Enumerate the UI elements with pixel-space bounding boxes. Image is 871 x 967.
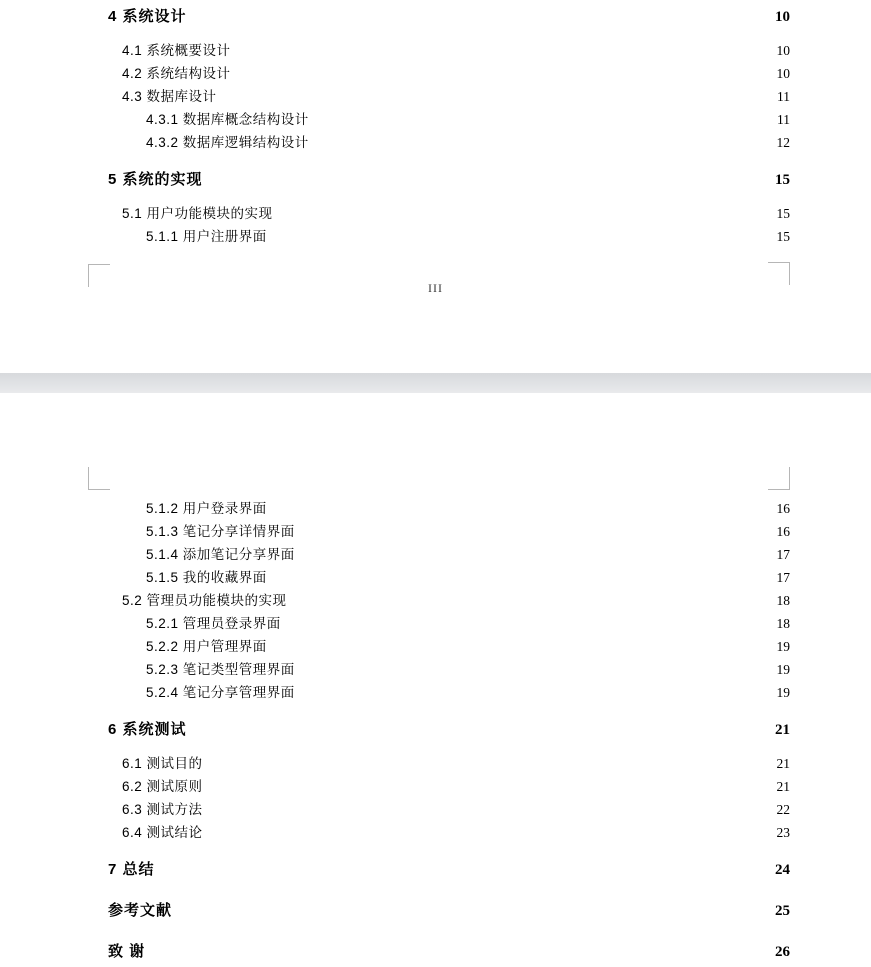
- toc-entry-level-3[interactable]: [146, 612, 790, 635]
- toc-entry-title: 7 总结: [108, 861, 155, 878]
- toc-entry-title: 5.1.5 我的收藏界面: [146, 570, 267, 585]
- toc-entry-level-2[interactable]: [122, 202, 790, 225]
- toc-entry-page-number: 21: [776, 779, 790, 794]
- toc-entry-level-1[interactable]: [108, 165, 790, 195]
- toc-entry-level-3[interactable]: [146, 543, 790, 566]
- toc-entry-page-number: 24: [775, 862, 790, 878]
- page-break-separator: [0, 373, 871, 393]
- toc-entry-page-number: 19: [776, 662, 790, 677]
- toc-entry-level-3[interactable]: [146, 520, 790, 543]
- toc-spacer: [108, 704, 790, 715]
- toc-entry-page-number: 15: [775, 172, 790, 188]
- toc-spacer: [108, 926, 790, 937]
- toc-entry-level-3[interactable]: [146, 658, 790, 681]
- toc-entry-title: 5.2.2 用户管理界面: [146, 639, 267, 654]
- toc-entry-page-number: 18: [776, 616, 790, 631]
- toc-entry-page-number: 21: [775, 722, 790, 738]
- toc-entry-page-number: 21: [776, 756, 790, 771]
- toc-entry-level-3[interactable]: [146, 108, 790, 131]
- toc-entry-page-number: 11: [777, 112, 790, 127]
- toc-spacer: [108, 844, 790, 855]
- crop-mark-top-right: [768, 467, 790, 489]
- toc-entry-page-number: 17: [776, 570, 790, 585]
- toc-entry-title: 4.3 数据库设计: [122, 89, 217, 104]
- toc-entry-page-number: 26: [775, 944, 790, 960]
- toc-entry-title: 5.1.2 用户登录界面: [146, 501, 267, 516]
- toc-entry-level-1[interactable]: [108, 896, 790, 926]
- toc-entry-title: 5.2 管理员功能模块的实现: [122, 593, 287, 608]
- toc-entry-level-1[interactable]: [108, 937, 790, 967]
- toc-entry-title: 4.2 系统结构设计: [122, 66, 231, 81]
- toc-entry-level-3[interactable]: [146, 131, 790, 154]
- toc-entry-title: 5 系统的实现: [108, 171, 203, 188]
- page-folio-number: III: [428, 281, 443, 295]
- toc-entry-level-2[interactable]: [122, 62, 790, 85]
- toc-entry-page-number: 11: [777, 89, 790, 104]
- toc-entry-title: 5.1.3 笔记分享详情界面: [146, 524, 295, 539]
- toc-entry-page-number: 19: [776, 685, 790, 700]
- toc-entry-title: 6.2 测试原则: [122, 779, 203, 794]
- toc-spacer: [108, 885, 790, 896]
- toc-entry-page-number: 15: [776, 229, 790, 244]
- toc-entry-level-2[interactable]: [122, 821, 790, 844]
- toc-entry-title: 5.2.4 笔记分享管理界面: [146, 685, 295, 700]
- toc-entry-page-number: 12: [776, 135, 790, 150]
- crop-mark-top-left: [88, 467, 110, 489]
- toc-entry-title: 4.1 系统概要设计: [122, 43, 231, 58]
- toc-entry-level-3[interactable]: [146, 635, 790, 658]
- toc-entry-page-number: 17: [776, 547, 790, 562]
- toc-entry-title: 5.1.1 用户注册界面: [146, 229, 267, 244]
- toc-entry-page-number: 25: [775, 903, 790, 919]
- toc-entry-title: 4.3.2 数据库逻辑结构设计: [146, 135, 309, 150]
- toc-entry-title: 4 系统设计: [108, 8, 187, 25]
- toc-entry-level-3[interactable]: [146, 225, 790, 248]
- toc-entry-title: 6.1 测试目的: [122, 756, 203, 771]
- toc-spacer: [108, 745, 790, 752]
- toc-entry-title: 致 谢: [108, 943, 146, 960]
- toc-entry-level-3[interactable]: [146, 681, 790, 704]
- toc-entry-level-2[interactable]: [122, 589, 790, 612]
- toc-entry-level-2[interactable]: [122, 39, 790, 62]
- toc-entry-page-number: 18: [776, 593, 790, 608]
- toc-entry-page-number: 15: [776, 206, 790, 221]
- toc-spacer: [108, 32, 790, 39]
- toc-entry-level-1[interactable]: [108, 855, 790, 885]
- toc-entry-level-1[interactable]: [108, 2, 790, 32]
- toc-entry-page-number: 10: [776, 66, 790, 81]
- document-page-1: [0, 0, 871, 373]
- toc-entry-title: 5.2.3 笔记类型管理界面: [146, 662, 295, 677]
- toc-entry-title: 6.3 测试方法: [122, 802, 203, 817]
- toc-entry-title: 6 系统测试: [108, 721, 187, 738]
- toc-spacer: [108, 195, 790, 202]
- toc-entry-page-number: 23: [776, 825, 790, 840]
- toc-entry-title: 6.4 测试结论: [122, 825, 203, 840]
- toc-spacer: [108, 154, 790, 165]
- toc-entry-title: 参考文献: [108, 902, 173, 919]
- toc-entry-page-number: 10: [776, 43, 790, 58]
- toc-entry-title: 5.1 用户功能模块的实现: [122, 206, 273, 221]
- toc-entry-level-3[interactable]: [146, 497, 790, 520]
- toc-entry-title: 4.3.1 数据库概念结构设计: [146, 112, 309, 127]
- toc-entry-level-3[interactable]: [146, 566, 790, 589]
- toc-entry-level-2[interactable]: [122, 752, 790, 775]
- toc-entry-level-1[interactable]: [108, 715, 790, 745]
- toc-entry-page-number: 10: [775, 9, 790, 25]
- toc-list-page-2: [108, 497, 790, 967]
- toc-entry-level-2[interactable]: [122, 775, 790, 798]
- toc-entry-title: 5.2.1 管理员登录界面: [146, 616, 281, 631]
- toc-entry-title: 5.1.4 添加笔记分享界面: [146, 547, 295, 562]
- toc-entry-page-number: 16: [776, 524, 790, 539]
- toc-list-page-1: [108, 2, 790, 248]
- document-page-2: [0, 393, 871, 960]
- toc-entry-page-number: 22: [776, 802, 790, 817]
- toc-entry-page-number: 16: [776, 501, 790, 516]
- toc-entry-level-2[interactable]: [122, 798, 790, 821]
- toc-entry-page-number: 19: [776, 639, 790, 654]
- toc-entry-level-2[interactable]: [122, 85, 790, 108]
